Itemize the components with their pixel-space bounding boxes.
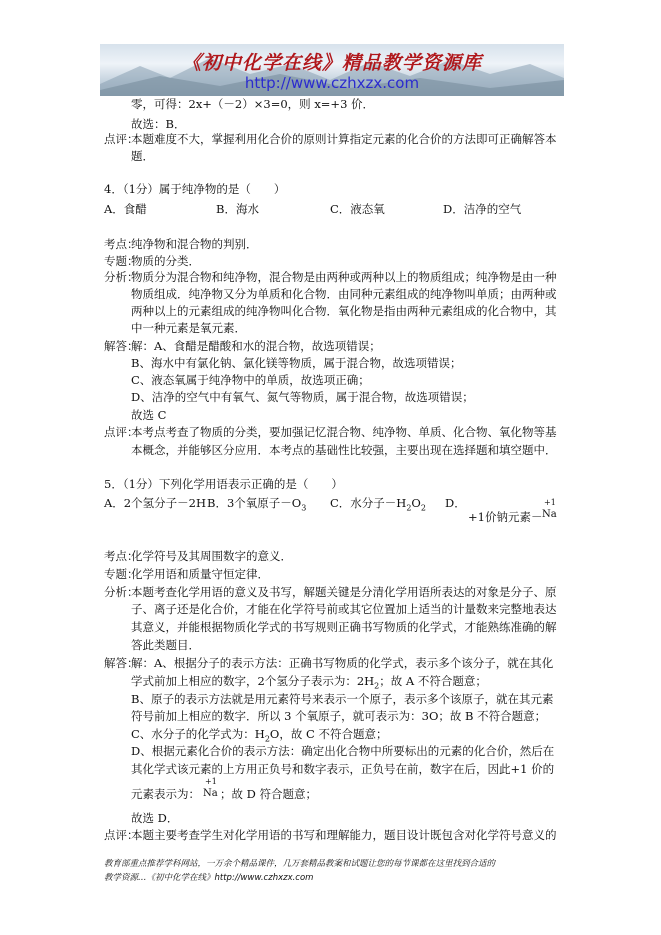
q4-option-d: D．洁净的空气	[443, 202, 522, 216]
q5-jieda-line: 符号前加上相应的数字．所以 3 个氧原子，就可表示为：3O；故 B 不符合题意；	[131, 709, 547, 723]
q5-option-c-text: C．水分子－H	[330, 496, 407, 510]
q5-zhuanti-label: 专题：	[104, 567, 139, 581]
q5-fenxi-line: 其意义，并能根据物质化学式的书写规则正确书写物质的化学式，才能熟练准确的解	[131, 620, 557, 634]
q4-option-b: B．海水	[216, 202, 259, 216]
q5-jieda-line: 其化学式该元素的上方用正负号和数字表示，正负号在前，数字在后，因此+1 价的	[131, 762, 555, 776]
q5-kaodian-label: 考点：	[104, 549, 139, 563]
banner-url[interactable]: http://www.czhxzx.com	[244, 74, 420, 92]
q4-jieda-line: 故选 C	[131, 408, 167, 422]
q5-dianping-line: 本题主要考查学生对化学用语的书写和理解能力，题目设计既包含对化学符号意义的	[131, 828, 557, 842]
q4-jieda-line: D、洁净的空气中有氧气、氮气等物质，属于混合物，故选项错误；	[131, 390, 474, 404]
q5-option-c-sub: 2	[406, 503, 412, 513]
q4-stem: 4．（1分）属于纯净物的是（ ）	[104, 182, 286, 196]
q5-jieda-line: ；故 D 符合题意；	[220, 787, 318, 801]
q5-option-a: A．2个氢分子－2H	[104, 496, 206, 510]
prev-solution-line: 零，可得：2x+（－2）×3=0，则 x=+3 价．	[131, 97, 375, 111]
q5-option-d-valence: +1	[544, 498, 556, 507]
q5-kaodian: 化学符号及其周围数字的意义．	[131, 549, 292, 563]
q5-zhuanti: 化学用语和质量守恒定律．	[131, 567, 269, 581]
banner-title: 《初中化学在线》精品教学资源库	[181, 52, 482, 74]
q5-jieda-label: 解答：	[104, 656, 139, 670]
q5-fenxi-line: 答此类题目．	[131, 638, 200, 652]
q5-jieda-text: C、水分子的化学式为：H	[131, 727, 265, 741]
q5-option-c-sub: 2	[420, 503, 426, 513]
q5-option-d-text: +1价钠元素－	[468, 510, 543, 524]
q4-dianping-label: 点评：	[104, 425, 139, 439]
q5-option-d-label: D．	[445, 496, 466, 510]
q5-option-b-text: B．3个氧原子－O	[207, 496, 302, 510]
q5-jieda-line: 故选 D．	[131, 811, 179, 825]
q4-kaodian-label: 考点：	[104, 237, 139, 251]
q5-option-d-symbol: Na	[542, 509, 557, 520]
q4-option-c: C．液态氧	[330, 202, 385, 216]
q5-stem: 5．（1分）下列化学用语表示正确的是（ ）	[104, 477, 343, 491]
q5-jieda-line: 元素表示为：	[131, 787, 200, 801]
q5-jieda-line	[131, 726, 387, 743]
q4-fenxi-label: 分析：	[104, 270, 139, 284]
q4-jieda-line: C、液态氧属于纯净物中的单质，故选项正确；	[131, 373, 370, 387]
q4-jieda-line: B、海水中有氯化钠、氯化镁等物质，属于混合物，故选项错误；	[131, 356, 462, 370]
header-banner	[100, 44, 564, 96]
q4-fenxi-line: 物质组成．纯净物又分为单质和化合物．由同种元素组成的纯净物叫单质；由两种或	[131, 287, 557, 301]
q5-option-b	[207, 495, 306, 512]
prev-comment-line: 本题难度不大，掌握利用化合价的原则计算指定元素的化合价的方法即可正确解答本	[131, 132, 557, 146]
q5-jieda-symbol: Na	[203, 788, 218, 799]
q4-dianping-line: 本考点考查了物质的分类，要加强记忆混合物、纯净物、单质、化合物、氧化物等基	[131, 425, 557, 439]
q5-jieda-text: O，故 C 不符合题意；	[269, 727, 388, 741]
q5-option-c	[330, 495, 426, 512]
q4-jieda-label: 解答：	[104, 339, 139, 353]
q5-dianping-label: 点评：	[104, 828, 139, 842]
q4-option-a: A．食醋	[104, 202, 147, 216]
q5-option-c-mid: O	[411, 496, 421, 510]
q4-fenxi-line: 物质分为混合物和纯净物，混合物是由两种或两种以上的物质组成；纯净物是由一种	[131, 270, 557, 284]
q5-fenxi-line: 子、离子还是化合价，才能在化学符号前或其它位置加上适当的计量数来完整地表达	[131, 602, 557, 616]
q5-jieda-text: 学式前加上相应的数字，2个氢分子表示为：2H	[131, 674, 375, 688]
q5-jieda-valence: +1	[205, 777, 217, 786]
q4-fenxi-line: 两种以上的元素组成的纯净物叫化合物．氧化物是指由两种元素组成的化合物中，其	[131, 304, 557, 318]
q5-jieda-sub: 2	[264, 734, 270, 744]
q5-fenxi-line: 本题考查化学用语的意义及书写，解题关键是分清化学用语所表达的对象是分子、原	[131, 585, 557, 599]
q5-jieda-sub: 2	[374, 681, 380, 691]
q5-fenxi-label: 分析：	[104, 585, 139, 599]
prev-comment-label: 点评：	[104, 132, 139, 146]
q5-jieda-line: 解：A、根据分子的表示方法：正确书写物质的化学式，表示多个该分子，就在其化	[131, 656, 554, 670]
q4-kaodian: 纯净物和混合物的判别．	[131, 237, 258, 251]
footer-line: 教育部重点推荐学科网站，一万余个精品课件，几万套精品教案和试题让您的每节课都在这里找到合适的	[104, 859, 496, 869]
q4-zhuanti: 物质的分类．	[131, 254, 200, 268]
q5-option-b-sub: 3	[301, 503, 307, 513]
q5-jieda-line	[131, 673, 487, 690]
q5-jieda-text: ；故 A 不符合题意；	[379, 674, 487, 688]
q5-jieda-line: B、原子的表示方法就是用元素符号来表示一个原子，表示多个该原子，就在其元素	[131, 692, 554, 706]
q4-jieda-line: 解：A、食醋是醋酸和水的混合物，故选项错误；	[131, 339, 381, 353]
footer-link-line[interactable]: 教学资源…《初中化学在线》http://www.czhxzx.com	[104, 873, 314, 883]
q5-jieda-line: D、根据元素化合价的表示方法：确定出化合物中所要标出的元素的化合价，然后在	[131, 744, 555, 758]
prev-comment-line: 题．	[131, 149, 154, 163]
prev-answer: 故选：B．	[131, 117, 186, 131]
q4-dianping-line: 本概念，并能够区分应用．本考点的基础性比较强，主要出现在选择题和填空题中．	[131, 443, 557, 457]
q4-fenxi-line: 中一种元素是氧元素．	[131, 321, 246, 335]
q4-zhuanti-label: 专题：	[104, 254, 139, 268]
